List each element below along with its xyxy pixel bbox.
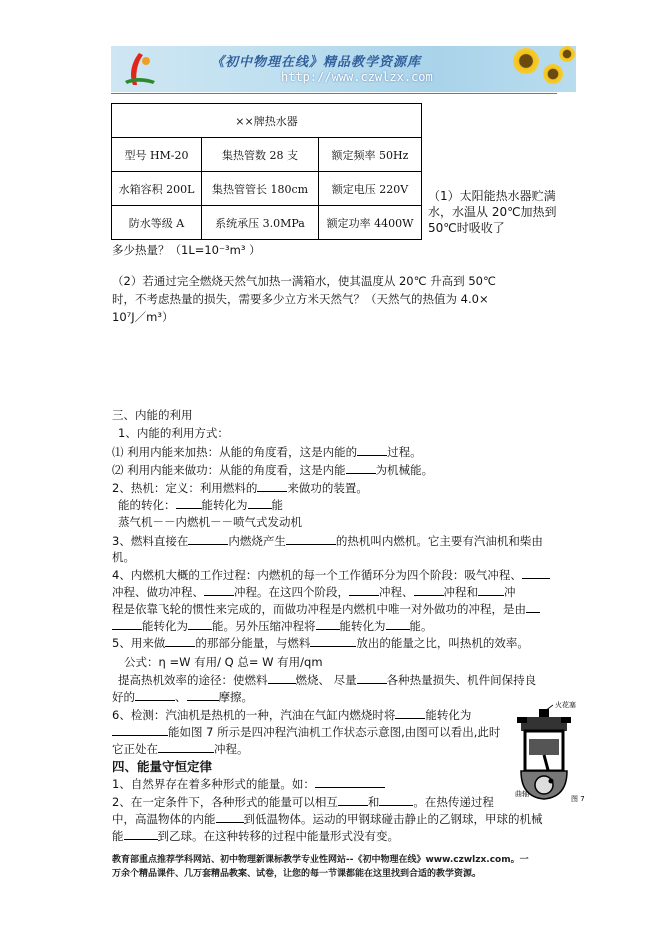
text-line: 提高热机效率的途径：使燃料 燃烧、 尽量 各种热量损失、机件间保持良: [118, 673, 537, 687]
fill-blank[interactable]: [176, 497, 202, 509]
sunflower-icon: [513, 48, 539, 74]
fill-blank[interactable]: [286, 533, 336, 545]
text-line: 蒸气机－－内燃机－－喷气式发动机: [118, 515, 302, 529]
spark-plug-label: 火花塞: [555, 701, 576, 709]
fill-blank[interactable]: [338, 794, 368, 806]
fill-blank[interactable]: [188, 533, 228, 545]
engine-diagram: [515, 697, 590, 807]
text-line: 2、在一定条件下，各种形式的能量可以相互 和 。在热传递过程: [112, 795, 494, 809]
text-line: 好的 、 摩擦。: [112, 690, 253, 704]
site-url: http://www.czwlzx.com: [281, 70, 433, 84]
site-logo-icon: [119, 51, 159, 87]
table-title: ××牌热水器: [112, 104, 422, 138]
fill-blank[interactable]: [204, 584, 234, 596]
page-footer: [112, 853, 562, 881]
fill-blank[interactable]: [346, 462, 376, 474]
fill-blank[interactable]: [357, 444, 387, 456]
text-line: 6、检测：汽油机是热机的一种，汽油在气缸内燃烧时将 能转化为: [112, 708, 472, 722]
fill-blank[interactable]: [310, 635, 356, 647]
text-line: 5、用来做 的那部分能量，与燃料 放出的能量之比，叫热机的效率。: [112, 636, 529, 650]
text-line: 1、内能的利用方式：: [118, 426, 229, 440]
question-1-text: （1）太阳能热水器贮满水，水温从 20℃加热到 50℃时吸收了: [428, 189, 557, 235]
header-divider: [111, 93, 557, 94]
text-line: ⑵ 利用内能来做功：从能的角度看，这是内能 为机械能。: [112, 463, 434, 477]
table-cell: 防水等级 A: [112, 206, 202, 240]
fill-blank[interactable]: [386, 618, 410, 630]
fill-blank[interactable]: [248, 497, 272, 509]
text-line: 能 到乙球。在这种转移的过程中能量形式没有变。: [112, 829, 399, 843]
question-1-continuation: 多少热量？（1L=10⁻³m³ ）: [112, 243, 261, 257]
fill-blank[interactable]: [526, 601, 540, 613]
footer-line: 教育部重点推荐学科网站、初中物理新课标教学专业性网站--《初中物理在线》www.czwlzx.com。一: [112, 855, 529, 865]
table-cell: 额定功率 4400W: [319, 206, 422, 240]
table-row: [112, 206, 422, 240]
table-row: [112, 138, 422, 172]
fill-blank[interactable]: [135, 689, 175, 701]
text-line: 4、内燃机大概的工作过程：内燃机的每一个工作循环分为四个阶段：吸气冲程、: [112, 567, 550, 583]
fill-blank[interactable]: [216, 811, 244, 823]
piston-icon: [529, 739, 559, 755]
table-cell: 集热管管长 180cm: [202, 172, 319, 206]
section-4-heading: 四、能量守恒定律: [112, 759, 213, 774]
text-line: ⑴ 利用内能来加热：从能的角度看，这是内能的 过程。: [112, 445, 422, 459]
text-line: 中，高温物体的内能 到低温物体。运动的甲钢球碰击静止的乙钢球，甲球的机械: [112, 812, 543, 826]
water-heater-spec-table: [111, 103, 422, 240]
fill-blank[interactable]: [268, 672, 296, 684]
fill-blank[interactable]: [257, 480, 287, 492]
sunflower-icon: [559, 46, 575, 62]
spark-plug-icon: [539, 709, 549, 717]
text-line: 机。: [112, 550, 135, 564]
text-line: 它正处在 冲程。: [112, 742, 249, 756]
fill-blank[interactable]: [165, 635, 195, 647]
fill-blank[interactable]: [158, 741, 214, 753]
question-2-line: 10⁷J／m³）: [112, 310, 174, 324]
fill-blank[interactable]: [522, 567, 550, 579]
text-line: 2、热机：定义：利用燃料的 来做功的装置。: [112, 481, 368, 495]
site-banner: [111, 46, 576, 92]
fill-blank[interactable]: [112, 724, 168, 736]
efficiency-formula: 公式：η =W 有用/ Q 总= W 有用/qm: [124, 655, 323, 669]
section-3-heading: 三、内能的利用: [112, 408, 193, 422]
table-cell: 额定电压 220V: [319, 172, 422, 206]
table-cell: 额定频率 50Hz: [319, 138, 422, 172]
figure-label: 图 7: [571, 795, 585, 803]
fill-blank[interactable]: [379, 794, 413, 806]
fill-blank[interactable]: [349, 584, 379, 596]
fill-blank[interactable]: [124, 828, 158, 840]
fill-blank[interactable]: [112, 618, 142, 630]
fill-blank[interactable]: [316, 618, 340, 630]
text-line: 程是依靠飞轮的惯性来完成的，而做功冲程是内燃机中唯一对外做功的冲程，是由: [112, 601, 540, 617]
fill-blank[interactable]: [478, 584, 504, 596]
text-line: 冲程、做功冲程、 冲程。在这四个阶段， 冲程、 冲程和 冲: [112, 585, 516, 599]
table-cell: 集热管数 28 支: [202, 138, 319, 172]
fill-blank[interactable]: [187, 689, 219, 701]
table-cell: 型号 HM-20: [112, 138, 202, 172]
sunflower-icon: [543, 64, 563, 84]
text-line: 能如图 7 所示是四冲程汽油机工作状态示意图,由图可以看出,此时: [112, 724, 500, 740]
fill-blank[interactable]: [395, 707, 425, 719]
site-title: 《初中物理在线》精品教学资源库: [211, 55, 422, 70]
crankshaft-label: 曲轴: [515, 790, 529, 798]
fill-blank[interactable]: [188, 618, 212, 630]
fill-blank[interactable]: [315, 776, 385, 788]
text-line: 3、燃料直接在 内燃烧产生 的热机叫内燃机。它主要有汽油机和柴由: [112, 534, 543, 548]
table-row: [112, 172, 422, 206]
question-2-line: 时，不考虑热量的损失，需要多少立方米天然气？（天然气的热值为 4.0×: [112, 292, 489, 306]
text-line: 能转化为 能。另外压缩冲程将 能转化为 能。: [112, 618, 433, 634]
text-line: 1、自然界存在着多种形式的能量。如：: [112, 776, 385, 792]
footer-line: 万余个精品课件、几万套精品教案、试卷，让您的每一节课都能在这里找到合适的教学资源。: [112, 869, 482, 879]
text-line: 能的转化： 能转化为 能: [118, 498, 283, 512]
fill-blank[interactable]: [414, 584, 444, 596]
table-cell: 水箱容积 200L: [112, 172, 202, 206]
question-2-line: （2）若通过完全燃烧天然气加热一满箱水，使其温度从 20℃ 升高到 50℃: [112, 274, 496, 288]
table-cell: 系统承压 3.0MPa: [202, 206, 319, 240]
fill-blank[interactable]: [357, 672, 387, 684]
